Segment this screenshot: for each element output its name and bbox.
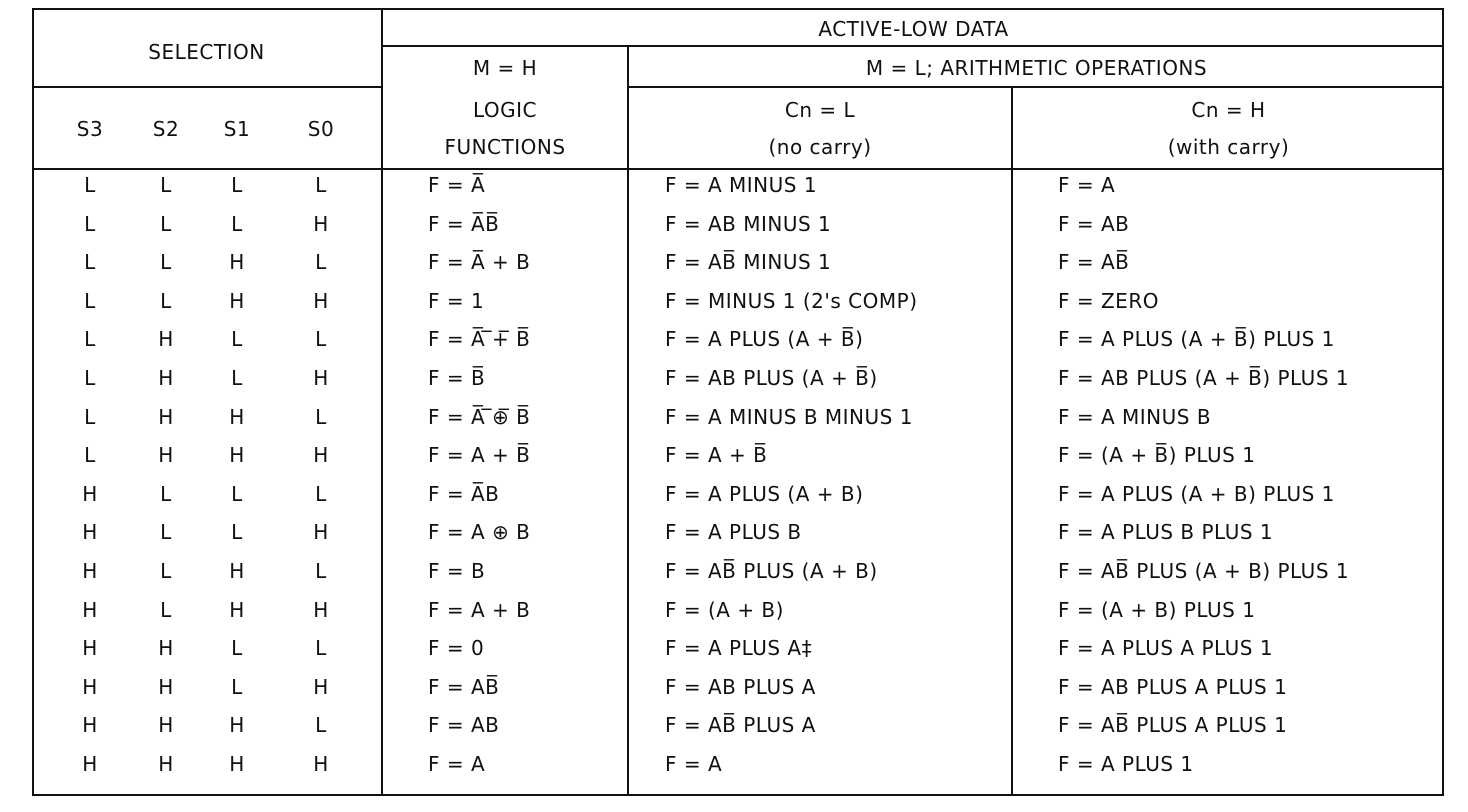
cnh-function-cell: F = AB̅ PLUS A PLUS 1	[1058, 713, 1288, 738]
selection-s3-cell: H	[82, 597, 98, 622]
selection-s2-cell: L	[160, 211, 172, 236]
selection-s0-cell: L	[315, 404, 327, 429]
selection-s1-cell: L	[231, 674, 243, 699]
header-s2: S2	[152, 117, 180, 141]
header-logic: LOGIC	[472, 98, 538, 122]
selection-s1-cell: L	[231, 327, 243, 352]
cnl-function-cell: F = A PLUS (A + B)	[665, 481, 864, 506]
cnl-function-cell: F = AB MINUS 1	[665, 211, 832, 236]
header-m-l: M = L; ARITHMETIC OPERATIONS	[865, 56, 1208, 80]
selection-s1-cell: H	[229, 559, 245, 583]
logic-function-cell: F = AB	[428, 713, 500, 738]
logic-function-cell: F = A + B	[428, 597, 531, 622]
selection-s0-cell: H	[313, 443, 329, 468]
selection-s3-cell: H	[82, 481, 98, 506]
header-functions: FUNCTIONS	[444, 135, 566, 159]
selection-s0-cell: H	[313, 288, 329, 313]
selection-s1-cell: L	[231, 520, 243, 545]
selection-s0-cell: L	[315, 713, 327, 738]
cnh-function-cell: F = A PLUS B PLUS 1	[1058, 520, 1274, 545]
logic-function-cell: F = A̅ + B	[428, 250, 531, 275]
selection-s3-cell: H	[82, 520, 98, 545]
logic-function-cell: F = A̅ ̅+̅ B̅	[428, 327, 531, 352]
logic-function-cell: F = 0	[428, 636, 485, 661]
logic-function-cell: F = A̅B	[428, 481, 500, 506]
selection-s3-cell: L	[84, 366, 96, 390]
header-s0: S0	[307, 117, 335, 141]
cnh-function-cell: F = (A + B̅) PLUS 1	[1058, 443, 1256, 468]
cnl-function-cell: F = MINUS 1 (2's COMP)	[665, 288, 918, 313]
selection-s3-cell: L	[84, 211, 96, 236]
selection-s0-cell: H	[313, 597, 329, 622]
selection-s0-cell: H	[313, 674, 329, 699]
divider-m-row	[627, 86, 1444, 88]
selection-s1-cell: H	[229, 288, 245, 313]
selection-s2-cell: H	[158, 674, 174, 699]
selection-s3-cell: H	[82, 674, 98, 699]
cnh-function-cell: F = AB̅ PLUS (A + B) PLUS 1	[1058, 559, 1350, 583]
cnl-function-cell: F = AB PLUS (A + B̅)	[665, 366, 878, 390]
cnl-function-cell: F = A PLUS A‡	[665, 636, 813, 661]
cnl-function-cell: F = A PLUS B	[665, 520, 802, 545]
selection-s2-cell: H	[158, 636, 174, 661]
selection-s2-cell: H	[158, 366, 174, 390]
logic-function-cell: F = A̅ ̅⊕̅ B̅	[428, 404, 531, 429]
cnh-function-cell: F = A MINUS B	[1058, 404, 1212, 429]
selection-s1-cell: H	[229, 443, 245, 468]
header-active-low-data: ACTIVE-LOW DATA	[818, 17, 1009, 41]
selection-s0-cell: L	[315, 250, 327, 275]
cnl-function-cell: F = AB̅ MINUS 1	[665, 250, 832, 275]
cnh-function-cell: F = A PLUS (A + B) PLUS 1	[1058, 481, 1335, 506]
cnh-function-cell: F = AB PLUS A PLUS 1	[1058, 674, 1288, 699]
selection-s1-cell: L	[231, 173, 243, 197]
selection-s2-cell: H	[158, 713, 174, 738]
selection-s3-cell: L	[84, 404, 96, 429]
cnl-function-cell: F = AB PLUS A	[665, 674, 816, 699]
cnh-function-cell: F = A PLUS 1	[1058, 752, 1194, 776]
selection-s3-cell: L	[84, 443, 96, 468]
cnh-function-cell: F = AB̅	[1058, 250, 1130, 275]
selection-s0-cell: L	[315, 173, 327, 197]
selection-s3-cell: L	[84, 250, 96, 275]
selection-s0-cell: L	[315, 559, 327, 583]
selection-s2-cell: L	[160, 597, 172, 622]
cnl-function-cell: F = (A + B)	[665, 597, 784, 622]
selection-s3-cell: H	[82, 559, 98, 583]
cnh-function-cell: F = A PLUS (A + B̅) PLUS 1	[1058, 327, 1335, 352]
divider-selection	[381, 8, 383, 796]
cnh-function-cell: F = AB PLUS (A + B̅) PLUS 1	[1058, 366, 1350, 390]
cnh-function-cell: F = ZERO	[1058, 288, 1159, 313]
selection-s0-cell: H	[313, 366, 329, 390]
cnl-function-cell: F = A MINUS 1	[665, 173, 818, 197]
header-selection: SELECTION	[148, 40, 265, 64]
selection-s1-cell: H	[229, 713, 245, 738]
logic-function-cell: F = A̅B̅	[428, 211, 500, 236]
cnl-function-cell: F = AB̅ PLUS A	[665, 713, 816, 738]
cnh-function-cell: F = AB	[1058, 211, 1130, 236]
selection-s0-cell: H	[313, 752, 329, 776]
cnl-function-cell: F = A	[665, 752, 723, 776]
cnl-function-cell: F = A + B̅	[665, 443, 768, 468]
selection-s2-cell: L	[160, 250, 172, 275]
logic-function-cell: F = A	[428, 752, 486, 776]
logic-function-cell: F = 1	[428, 288, 485, 313]
logic-function-cell: F = AB̅	[428, 674, 500, 699]
selection-s1-cell: L	[231, 481, 243, 506]
selection-s2-cell: H	[158, 752, 174, 776]
cnl-function-cell: F = A PLUS (A + B̅)	[665, 327, 864, 352]
header-m-h: M = H	[472, 56, 538, 80]
selection-s2-cell: H	[158, 443, 174, 468]
selection-s2-cell: H	[158, 404, 174, 429]
logic-function-cell: F = B	[428, 559, 486, 583]
logic-function-cell: F = A ⊕ B	[428, 520, 531, 545]
selection-s3-cell: L	[84, 327, 96, 352]
selection-s1-cell: H	[229, 250, 245, 275]
selection-s2-cell: L	[160, 173, 172, 197]
selection-s0-cell: L	[315, 481, 327, 506]
selection-s3-cell: H	[82, 713, 98, 738]
divider-header-bottom	[32, 168, 1444, 170]
logic-function-cell: F = B̅	[428, 366, 486, 390]
header-cn-h: Cn = H	[1191, 98, 1266, 122]
cnl-function-cell: F = A MINUS B MINUS 1	[665, 404, 913, 429]
selection-s0-cell: L	[315, 636, 327, 661]
selection-s2-cell: H	[158, 327, 174, 352]
selection-s0-cell: H	[313, 520, 329, 545]
selection-s3-cell: H	[82, 636, 98, 661]
divider-carry	[1011, 87, 1013, 796]
selection-s0-cell: H	[313, 211, 329, 236]
cnl-function-cell: F = AB̅ PLUS (A + B)	[665, 559, 878, 583]
header-cn-l: Cn = L	[784, 98, 856, 122]
logic-function-cell: F = A̅	[428, 173, 486, 197]
selection-s2-cell: L	[160, 481, 172, 506]
cnh-function-cell: F = (A + B) PLUS 1	[1058, 597, 1256, 622]
selection-s2-cell: L	[160, 288, 172, 313]
cnh-function-cell: F = A PLUS A PLUS 1	[1058, 636, 1274, 661]
selection-s2-cell: L	[160, 520, 172, 545]
cnh-function-cell: F = A	[1058, 173, 1116, 197]
selection-s1-cell: L	[231, 211, 243, 236]
selection-s3-cell: L	[84, 173, 96, 197]
selection-s1-cell: L	[231, 366, 243, 390]
selection-s2-cell: L	[160, 559, 172, 583]
divider-selection-row	[32, 86, 381, 88]
selection-s3-cell: H	[82, 752, 98, 776]
header-with-carry: (with carry)	[1167, 135, 1290, 159]
selection-s0-cell: L	[315, 327, 327, 352]
header-s1: S1	[223, 117, 251, 141]
header-s3: S3	[76, 117, 104, 141]
selection-s3-cell: L	[84, 288, 96, 313]
logic-function-cell: F = A + B̅	[428, 443, 531, 468]
selection-s1-cell: H	[229, 752, 245, 776]
header-no-carry: (no carry)	[768, 135, 872, 159]
selection-s1-cell: H	[229, 597, 245, 622]
selection-s1-cell: L	[231, 636, 243, 661]
selection-s1-cell: H	[229, 404, 245, 429]
divider-active-low	[381, 45, 1444, 47]
